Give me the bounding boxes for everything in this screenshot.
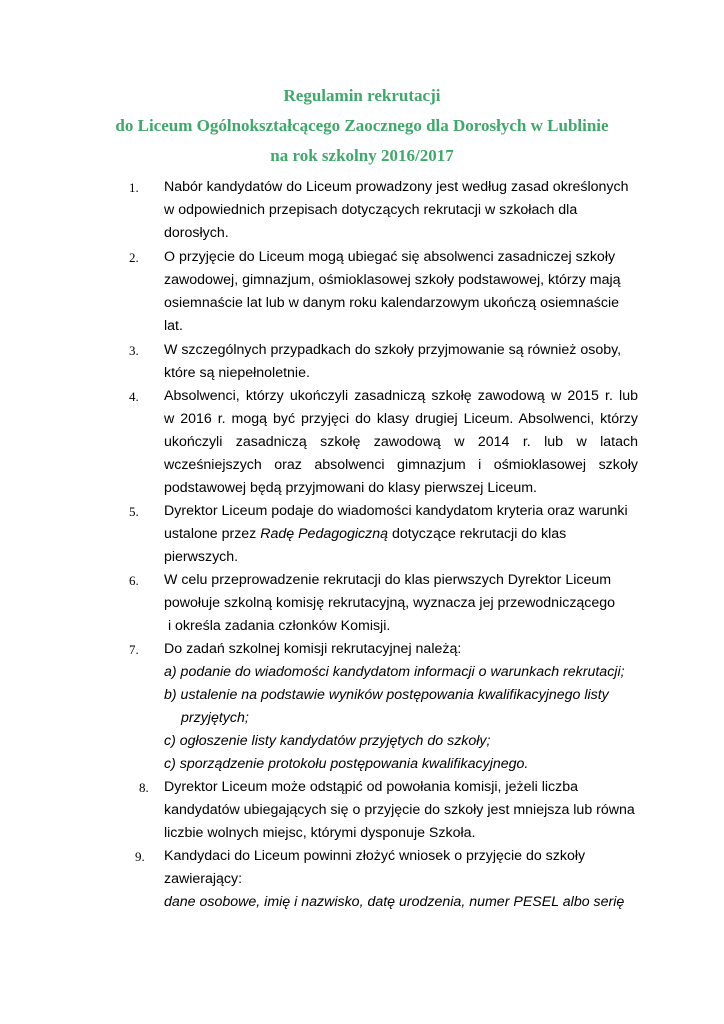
item-6-line: W celu przeprowadzenie rekrutacji do klas pierwszych Dyrektor Liceum <box>164 572 612 588</box>
item-7-subitem: b) ustalenie na podstawie wyników postępowania kwalifikacyjnego listy <box>164 687 609 703</box>
item-5-line: pierwszych. <box>164 549 239 565</box>
item-1-line: Nabór kandydatów do Liceum prowadzony jest według zasad określonych <box>164 179 629 195</box>
item-9-line: zawierający: <box>164 871 243 887</box>
item-1-line: w odpowiednich przepisach dotyczących rekrutacji w szkołach dla <box>164 202 578 218</box>
item-4-line: w 2016 r. mogą być przyjęci do klasy drugiej Liceum. Absolwenci, którzy <box>164 411 638 427</box>
item-number-6: 6. <box>129 573 139 588</box>
item-number-4: 4. <box>129 389 139 404</box>
item-number-2: 2. <box>129 250 139 265</box>
item-7-subitem: a) podanie do wiadomości kandydatom informacji o warunkach rekrutacji; <box>164 664 625 680</box>
item-number-7: 7. <box>129 642 139 657</box>
item-7-subitem: c) ogłoszenie listy kandydatów przyjętych do szkoły; <box>164 733 491 749</box>
item-5-line <box>164 526 566 542</box>
item-4-line: podstawowej będą przyjmowani do klasy pierwszej Liceum. <box>164 480 537 496</box>
item-6-line: powołuje szkolną komisję rekrutacyjną, wyznacza jej przewodniczącego <box>164 595 616 611</box>
item-3-line: W szczególnych przypadkach do szkoły przyjmowanie są również osoby, <box>164 342 622 358</box>
item-2-line: O przyjęcie do Liceum mogą ubiegać się absolwenci zasadniczej szkoły <box>164 249 616 265</box>
item-3-line: które są niepełnoletnie. <box>164 365 310 381</box>
item-5-text: dotyczące rekrutacji do klas <box>391 526 567 542</box>
item-6-line: i określa zadania członków Komisji. <box>164 618 391 634</box>
item-9-line: Kandydaci do Liceum powinni złożyć wniosek o przyjęcie do szkoły <box>164 848 586 864</box>
item-2-line: zawodowej, gimnazjum, ośmioklasowej szkoły podstawowej, którzy mają <box>164 272 621 288</box>
item-5-line: Dyrektor Liceum podaje do wiadomości kandydatom kryteria oraz warunki <box>164 503 628 519</box>
item-number-1: 1. <box>129 180 139 195</box>
item-4-line: ukończyli zasadniczą szkołę zawodową w 2014 r. lub w latach <box>164 434 638 450</box>
item-5-text: ustalone przez <box>164 526 257 542</box>
item-2-line: lat. <box>164 318 183 334</box>
title-line-2: do Liceum Ogólnokształcącego Zaocznego dla Dorosłych w Lublinie <box>115 116 609 135</box>
item-1-line: dorosłych. <box>164 225 229 241</box>
item-number-5: 5. <box>129 504 139 519</box>
item-7-subitem: przyjętych; <box>181 710 249 726</box>
item-number-9: 9. <box>135 849 145 864</box>
item-2-line: osiemnaście lat lub w danym roku kalendarzowym ukończą osiemnaście <box>164 295 619 311</box>
title-line-3: na rok szkolny 2016/2017 <box>270 146 454 165</box>
item-number-3: 3. <box>129 343 139 358</box>
item-4-line: wcześniejszych oraz absolwenci gimnazjum i ośmioklasowej szkoły <box>164 457 638 473</box>
item-8-line: liczbie wolnych miejsc, którymi dysponuje Szkoła. <box>164 825 476 841</box>
item-9-line: dane osobowe, imię i nazwisko, datę urodzenia, numer PESEL albo serię <box>164 894 625 910</box>
item-4-line: Absolwenci, którzy ukończyli zasadniczą szkołę zawodową w 2015 r. lub <box>164 388 638 404</box>
item-8-line: kandydatów ubiegających się o przyjęcie do szkoły jest mniejsza lub równa <box>164 802 635 818</box>
item-8-line: Dyrektor Liceum może odstąpić od powołania komisji, jeżeli liczba <box>164 779 578 795</box>
item-7-line: Do zadań szkolnej komisji rekrutacyjnej należą: <box>164 641 462 657</box>
item-number-8: 8. <box>139 780 149 795</box>
title-line-1: Regulamin rekrutacji <box>283 86 441 105</box>
item-7-subitem: c) sporządzenie protokołu postępowania kwalifikacyjnego. <box>164 756 529 772</box>
item-5-italic-text: Radę Pedagogiczną <box>260 526 389 542</box>
